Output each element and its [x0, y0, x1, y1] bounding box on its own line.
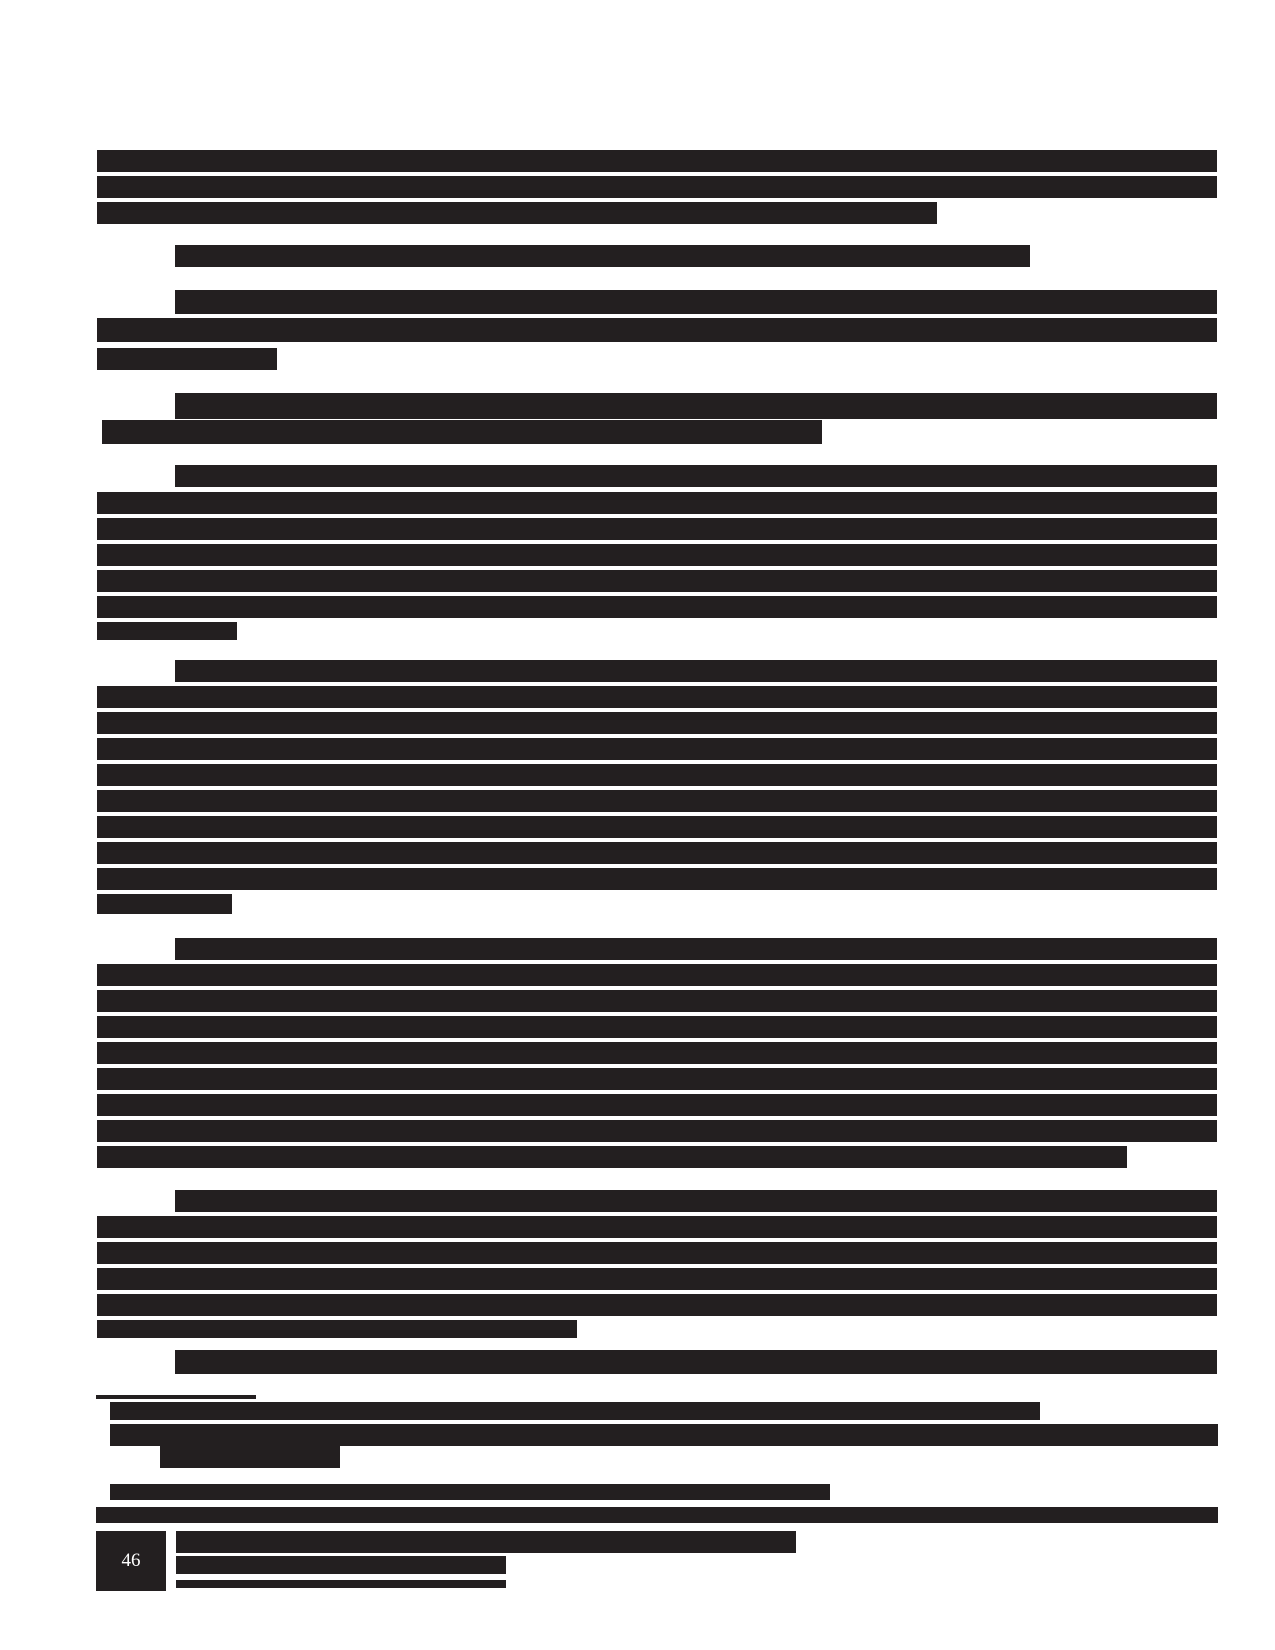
- redacted-line-p4: [97, 712, 1217, 734]
- redacted-line-p4: [97, 790, 1217, 812]
- redacted-line-p1: [175, 290, 1217, 314]
- redacted-line-p6: [97, 1320, 577, 1338]
- redacted-line-p5: [97, 1016, 1217, 1038]
- redacted-footnote-fn1: [160, 1446, 340, 1468]
- redacted-line-p4: [97, 816, 1217, 838]
- redacted-line-p5: [97, 1042, 1217, 1064]
- redacted-line-p2: [175, 393, 1217, 419]
- redacted-line-p6: [175, 1190, 1217, 1212]
- redacted-line-p3: [97, 544, 1217, 566]
- redacted-line-p6: [97, 1294, 1217, 1316]
- redacted-line-p6: [97, 1268, 1217, 1290]
- redacted-line-p4: [97, 764, 1217, 786]
- redacted-line-p5: [97, 1094, 1217, 1116]
- redacted-line-p4: [175, 660, 1217, 682]
- redacted-line-p5: [97, 990, 1217, 1012]
- redacted-line-p5: [97, 1068, 1217, 1090]
- redacted-footnote-fn1: [110, 1424, 1218, 1446]
- redacted-line-p6: [97, 1242, 1217, 1264]
- redacted-line-p1: [97, 318, 1217, 342]
- redacted-footer-line: [176, 1580, 506, 1588]
- redacted-line-p5: [97, 964, 1217, 986]
- redacted-footer-line: [176, 1556, 506, 1574]
- redacted-line-p2: [102, 420, 822, 444]
- redacted-line-p1: [97, 348, 277, 370]
- page-number: 46: [121, 1550, 141, 1571]
- redacted-line-p4: [97, 738, 1217, 760]
- redacted-line-p0: [97, 176, 1217, 198]
- redacted-line-p5: [97, 1146, 1127, 1168]
- redacted-line-p3: [97, 492, 1217, 514]
- redacted-line-p3: [97, 622, 237, 640]
- redacted-line-p6: [97, 1216, 1217, 1238]
- redacted-line-p5: [175, 938, 1217, 960]
- redacted-line-p4: [97, 842, 1217, 864]
- redacted-line-p7: [175, 1350, 1217, 1374]
- redacted-footer-line: [176, 1531, 796, 1553]
- redacted-line-p4: [97, 868, 1217, 890]
- redacted-line-p0: [97, 150, 1217, 172]
- redacted-line-p0: [97, 202, 937, 224]
- redacted-line-p3: [97, 518, 1217, 540]
- redacted-line-p3: [97, 596, 1217, 618]
- redacted-footnote-fn1: [110, 1402, 1040, 1420]
- redacted-line-p5: [97, 1120, 1217, 1142]
- redacted-line-p4: [97, 686, 1217, 708]
- page-number-box: [96, 1531, 166, 1591]
- redacted-footnote-fn2: [110, 1484, 830, 1500]
- footnote-rule: [96, 1395, 256, 1399]
- redacted-line-heading: [175, 245, 1030, 267]
- redacted-line-p3: [175, 465, 1217, 487]
- redacted-line-p4: [97, 894, 232, 914]
- footer-rule: [96, 1507, 1218, 1523]
- redacted-line-p3: [97, 570, 1217, 592]
